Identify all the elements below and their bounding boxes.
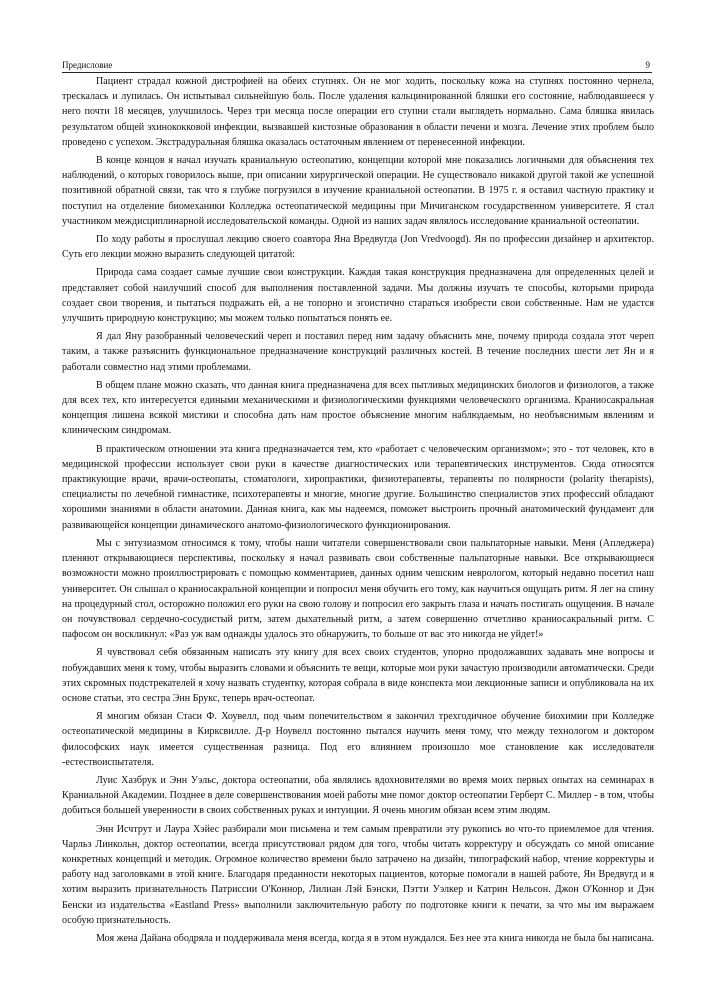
paragraph: Энн Исчтрут и Лаура Хэйес разбирали мои письмена и тем самым превратили эту рукопись во что-то приемлемое для чтения. Чарльз Линкольн, доктор остеопатии, всегда присутствовал рядом для того, чтобы читать корректуру и обсуждать со мной описание конкретных концепций и методик. Огромное количество времени было затрачено на дизайн, типографский набор, чтение корректуры и работу над заголовками в этой книге. Благодаря преданности некоторых пациентов, которые помогали в нашей работе, Ян Вредвугд и я хотим выразить признательность Патриссии О'Коннор, Лилиан Лэй Бэнски, Пэтти Уэлкер и Катрин Нельсон. Джон О'Коннор и Дэн Бенски из издательства «Eastland Press» выполнили заключительную работу по подготовке книги к печати, за что мы им выражаем особую признательность. xyxy=(62,823,654,926)
paragraph: В практическом отношении эта книга предназначается тем, кто «работает с человеческим организмом»; это - тот человек, кто в медицинской профессии использует свои руки в качестве диагностических или терапевтических инструментов. Сюда относятся практикующие врачи, врачи-остеопаты, стоматологи, хиропрактики, физиотерапевты, терапевты по полярности (polarity therapists), специалисты по лечебной гимнастике, психотерапевты и многие, многие другие. Большинство специалистов этих профессий обладают хорошими знаниями в области анатомии. Данная книга, как мы надеемся, поможет выстроить прочный анатомический фундамент для развивающейся концепции динамического анатомо-физиологического функционирования. xyxy=(62,443,654,531)
paragraph: В общем плане можно сказать, что данная книга предназначена для всех пытливых медицинских биологов и физиологов, а также для всех тех, кто интересуется едиными механическими и физиологическими функциями человеческого организма. Краниосакральная концепция лишена всякой мистики и способна дать нам простое объяснение многим наблюдаемым, но необъяснимым явлениям и клиническим синдромам. xyxy=(62,379,654,437)
paragraph: Я чувствовал себя обязанным написать эту книгу для всех своих студентов, упорно продолжавших задавать мне вопросы и побуждавших меня к тому, чтобы выразить словами и объяснить те вещи, которые мои руки зачастую производили автоматически. Среди этих скромных подстрекателей я хочу назвать студентку, которая собрала в виде конспекта мои лекционные записи и опубликовала на их основе статьи, это сестра Энн Брукс, теперь врач-остеопат. xyxy=(62,647,654,704)
paragraph: В конце концов я начал изучать краниальную остеопатию, концепции которой мне показались логичными для объяснения тех наблюдений, о которых говорилось выше, при описании хирургической операции. Не существовало никакой другой такой же успешной позитивной обратной связи, так что я глубже погрузился в изучение краниальной остеопатии. В 1975 г. я оставил частную практику и поступил на отделение биомеханики Колледжа остеопатической медицины при Мичиганском государственном университете. Я стал участником междисциплинарной исследовательской команды. Одной из наших задач являлось исследование краниальной остеопатии. xyxy=(62,155,654,227)
paragraph: По ходу работы я прослушал лекцию своего соавтора Яна Вредвугда (Jon Vredvoogd). Ян по профессии дизайнер и архитектор. Суть его лекции можно выразить следующей цитатой: xyxy=(62,234,654,261)
chapter-title: Предисловие xyxy=(62,60,113,70)
paragraph: Луис Хазбрук и Энн Уэльс, доктора остеопатии, оба являлись вдохновителями во время моих первых опытах на семинарах в Краниальной Академии. Позднее в деле совершенствования моей работы мне помог доктор остеопатии Герберт С. Миллер - в том, чтобы добиться большей уверенности в своих собственных руках и интуиции. Я очень многим обязан всем этим людям. xyxy=(62,774,654,817)
paragraph: Мы с энтузиазмом относимся к тому, чтобы наши читатели совершенствовали свои пальпаторные навыки. Меня (Апледжера) пленяют открывающиеся перспективы, поскольку я начал развивать свои собственные пальпаторные навыки. Все открывающиеся возможности можно проиллюстрировать с помощью комментариев, данных одним чешским неврологом, который недавно посетил наш университет. Он слышал о краниосакральной концепции и попросил меня обучить его тому, как научиться ощущать ритм. Я лег на спину на процедурный стол, осторожно положил его руки на свою голову и попросил его закрыть глаза и начать постигать ощущения. В начале он почувствовал сердечно-сосудистый ритм, затем дыхательный ритм, а затем совершенно отчетливо краниосакральный ритм. С пафосом он воскликнул: «Раз уж вам однажды удалось это обнаружить, то больше от вас это никогда не уйдет!» xyxy=(62,537,654,641)
quotation: Природа сама создает самые лучшие свои конструкции. Каждая такая конструкция предназначена для определенных целей и представляет собой наилучший способ для выполнения поставленной задачи. Мы должны изучать те способы, которыми природа создает свои творения, и пытаться подражать ей, а не топорно и эгоистично стараться изобрести свои собственные. Нам не удастся улучшить природную конструкцию; мы можем только попытаться понять ее. xyxy=(62,267,654,325)
page-number: 9 xyxy=(645,60,650,70)
paragraph: Я многим обязан Стаси Ф. Хоувелл, под чьим попечительством я закончил трехгодичное обучение биохимии при Колледже остеопатической медицины в Кирксвилле. Д-р Ноувелл постоянно пытался научить меня тому, что между технологом и доктором философских наук имеется существенная разница. Под его влиянием произошло мое становление как исследователя -естествоиспытателя. xyxy=(62,711,654,768)
paragraph: Моя жена Дайана ободряла и поддерживала меня всегда, когда я в этом нуждался. Без нее эта книга никогда не была бы написана. xyxy=(96,932,654,944)
running-header xyxy=(62,58,652,73)
paragraph: Пациент страдал кожной дистрофией на обеих ступнях. Он не мог ходить, поскольку кожа на ступнях постоянно чернела, трескалась и лупилась. Он испытывал сильнейшую боль. После удаления кальцинированной бляшки его состояние, наблюдавшееся у него почти 18 месяцев, улучшилось. Через три месяца после операции его ступни стали выглядеть нормально. Сама бляшка явилась результатом общей эхинококковой инфекции, вызвавшей кистозные образования в области печени и мозга. Лечение этих проблем было проведено с успехом. Экстрадуральная бляшка оказалась остаточным явлением от перенесенной инфекции. xyxy=(62,76,654,148)
body-text xyxy=(62,74,654,946)
paragraph: Я дал Яну разобранный человеческий череп и поставил перед ним задачу объяснить мне, почему природа создала этот череп таким, а также разъяснить функциональное предназначение конструкций различных костей. В течение последних шести лет Ян и я работали совместно над этими проблемами. xyxy=(62,331,654,373)
